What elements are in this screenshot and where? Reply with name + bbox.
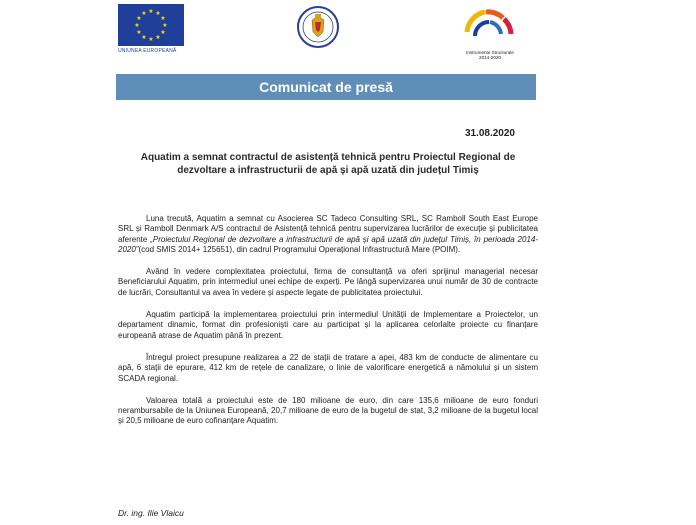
press-release-title: Aquatim a semnat contractul de asistență tehnică pentru Proiectul Regional de dezvoltare a infrastructurii de apă și apă uzată din județul Timiș	[140, 152, 516, 176]
caption-line-2: 2014-2020	[479, 55, 501, 60]
paragraph-1-text: Luna trecută, Aquatim a semnat cu Asocierea SC Tadeco Consulting SRL, SC Ramboll South East Europe SRL și Ramboll Denmark A/S contractul de Asistență tehnică pentru supervizarea lucrărilor de execuție și publicitatea aferente	[118, 214, 538, 244]
svg-text:★: ★	[141, 10, 147, 17]
structural-instruments-caption	[455, 50, 525, 60]
paragraph-3: Aquatim participă la implementarea proiectului prin intermediul Unității de Implementare a Proiectelor, un departament dinamic, format din profesioniști care au participat și la aplicarea celorlalte proiecte cu finanțare europeană atrase de Aquatim până în prezent.	[118, 310, 538, 340]
svg-text:★: ★	[148, 8, 154, 15]
svg-text:★: ★	[160, 29, 166, 36]
svg-text:★: ★	[162, 22, 168, 29]
svg-text:★: ★	[141, 34, 147, 41]
paragraph-4: Întregul proiect presupune realizarea a 22 de stații de tratare a apei, 483 km de conducte de alimentare cu apă, 6 stații de epurare, 412 km de rețele de canalizare, o linie de valorificare energetică a nămolului și un sistem SCADA regional.	[118, 352, 538, 383]
svg-text:★: ★	[134, 22, 140, 29]
structural-instruments-icon	[455, 4, 525, 44]
signature: Dr. ing. Ilie Vlaicu	[118, 508, 184, 518]
press-release-banner	[116, 74, 536, 100]
paragraph-5: Valoarea totală a proiectului este de 180 milioane de euro, din care 135,6 milioane de euro fonduri nerambursabile de la Uniunea Europeană, 20,7 milioane de euro de la bugetul de stat, 3,2 milioane de la bugetul local și 20,5 milioane de euro cofinanțare Aquatim.	[118, 395, 538, 426]
svg-text:★: ★	[136, 29, 142, 36]
press-release-body	[118, 214, 538, 439]
release-date: 31.08.2020	[464, 128, 515, 139]
svg-text:★: ★	[155, 34, 161, 41]
paragraph-1-project-name: „Proiectului Regional de dezvoltare a infrastructurii de apă și apă uzată din județul Timiș, în perioada 2014-2020”	[118, 234, 539, 254]
paragraph-2: Având în vedere complexitatea proiectului, firma de consultanță va oferi sprijinul managerial necesar Beneficiarului Aquatim, prin intermediul unei echipe de experți. Pe lângă supervizarea unui număr de 30 de contracte de lucrări, Consultantul va avea în vedere și aspecte legate de publicitatea proiectului.	[118, 267, 538, 297]
svg-text:★: ★	[160, 15, 166, 22]
eu-logo-caption: UNIUNEA EUROPEANĂ	[118, 48, 177, 54]
eu-logo	[118, 4, 184, 54]
paragraph-1	[118, 214, 538, 255]
romanian-government-seal	[296, 4, 340, 50]
svg-text:★: ★	[155, 10, 161, 17]
svg-text:★: ★	[148, 36, 154, 43]
eu-flag-icon	[118, 4, 184, 46]
svg-text:★: ★	[136, 15, 142, 22]
structural-instruments-logo	[455, 4, 525, 60]
banner-title: Comunicat de presă	[259, 79, 393, 95]
paragraph-1-tail: (cod SMIS 2014+ 125651), din cadrul Programului Operațional Infrastructură Mare (POIM).	[138, 244, 461, 254]
caption-line-1: Instrumente Structurale	[466, 50, 514, 55]
